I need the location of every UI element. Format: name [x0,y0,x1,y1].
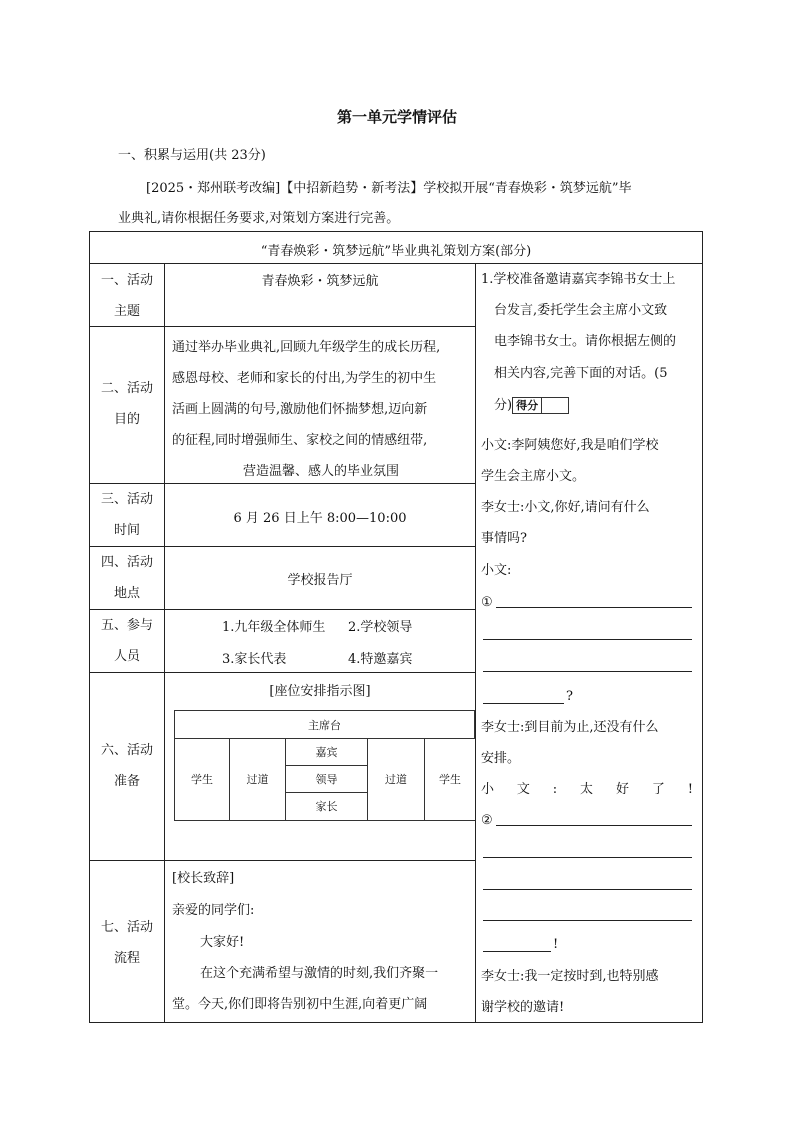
purpose-text: 通过举办毕业典礼,回顾九年级学生的成长历程, 感恩母校、老师和家长的付出,为学生的初中生 活画上圆满的句号,激励他们怀揣梦想,迈向新 的征程,同时增强师生、家校之间的情感纽带, 营造温馨、感人的毕业氛围 [172,340,441,479]
blank-marker-2: ② [481,813,493,828]
answer-blank-1[interactable] [483,639,692,640]
table-line [164,263,165,1023]
score-box[interactable]: 得分 [512,397,569,414]
people-2: 2.学校领导 [348,620,413,635]
flow-tag: [校长致辞] [172,871,235,886]
row-label-flow: 七、活动 流程 [100,920,153,966]
seat-student-left: 学生 [174,738,230,821]
dialog-1: 小文:李阿姨您好,我是咱们学校 [481,438,659,453]
seat-aisle-left: 过道 [229,738,286,821]
dialog-4: 事情吗? [481,531,527,546]
section-heading: 一、积累与运用(共 23分) [118,148,266,163]
flow-greeting: 亲爱的同学们: [172,903,255,918]
flow-paragraph-line1: 在这个充满希望与激情的时刻,我们齐聚一 [200,966,439,981]
seat-guest: 嘉宾 [285,738,368,766]
row-label-people: 五、参与 人员 [100,618,153,664]
answer-blank-2[interactable] [483,951,551,952]
row-label-time: 三、活动 时间 [100,492,153,538]
seat-parent: 家长 [285,792,368,821]
people-1: 1.九年级全体师生 [222,620,326,635]
answer-blank-1[interactable] [496,607,692,608]
page-title: 第一单元学情评估 [336,108,457,126]
answer-blank-1[interactable] [483,703,564,704]
intro-line-1: [2025・郑州联考改编]【中招新趋势・新考法】学校拟开展“青春焕彩・筑梦远航”毕 [146,181,632,196]
seat-leader: 领导 [285,765,368,793]
dialog-7: 安排。 [481,751,521,766]
seat-student-right: 学生 [424,738,475,821]
row-label-place: 四、活动 地点 [100,555,153,601]
question-line-5: 分) 得分 [494,390,569,421]
table-line [475,263,476,1023]
answer-blank-1[interactable] [483,671,692,672]
row-label-theme: 一、活动 主题 [100,273,153,319]
blank-end-2: ! [553,937,559,952]
answer-blank-2[interactable] [496,825,692,826]
dialog-3: 李女士:小文,你好,请问有什么 [481,500,650,515]
question-line-3: 电李锦书女士。请你根据左侧的 [494,334,677,349]
seat-chart-title: [座位安排指示图] [269,684,371,699]
question-line-2: 台发言,委托学生会主席小文致 [494,303,668,318]
dialog-6: 李女士:到目前为止,还没有什么 [481,720,659,735]
blank-marker-1: ① [481,595,493,610]
theme-value: 青春焕彩・筑梦远航 [261,274,379,289]
dialog-10: 谢学校的邀请! [481,1000,565,1015]
seat-aisle-right: 过道 [367,738,425,821]
time-value: 6 月 26 日上午 8:00—10:00 [233,511,407,526]
table-caption: “青春焕彩・筑梦远航”毕业典礼策划方案(部分) [260,244,532,259]
answer-blank-2[interactable] [483,920,692,921]
table-line [89,860,476,861]
question-line-4: 相关内容,完善下面的对话。(5 [494,366,668,381]
dialog-5: 小文: [481,563,512,578]
people-3: 3.家长代表 [222,652,287,667]
seat-chart [174,710,475,821]
place-value: 学校报告厅 [287,573,353,588]
seat-stage: 主席台 [174,710,475,739]
answer-blank-2[interactable] [483,857,692,858]
dialog-2: 学生会主席小文。 [481,469,586,484]
answer-blank-2[interactable] [483,889,692,890]
intro-line-2: 业典礼,请你根据任务要求,对策划方案进行完善。 [118,211,400,226]
flow-paragraph-line2: 堂。今天,你们即将告别初中生涯,向着更广阔 [172,997,428,1012]
flow-hello: 大家好! [200,935,245,950]
dialog-9: 李女士:我一定按时到,也特别感 [481,969,659,984]
table-line [89,672,476,673]
blank-end-1: ? [566,689,573,704]
row-label-purpose: 二、活动 目的 [100,381,153,427]
row-label-prep: 六、活动 准备 [100,743,153,789]
dialog-8: 小 文 : 太 好 了 ! [481,782,693,797]
question-line-1: 1.学校准备邀请嘉宾李锦书女士上 [481,272,676,287]
people-4: 4.特邀嘉宾 [348,652,413,667]
